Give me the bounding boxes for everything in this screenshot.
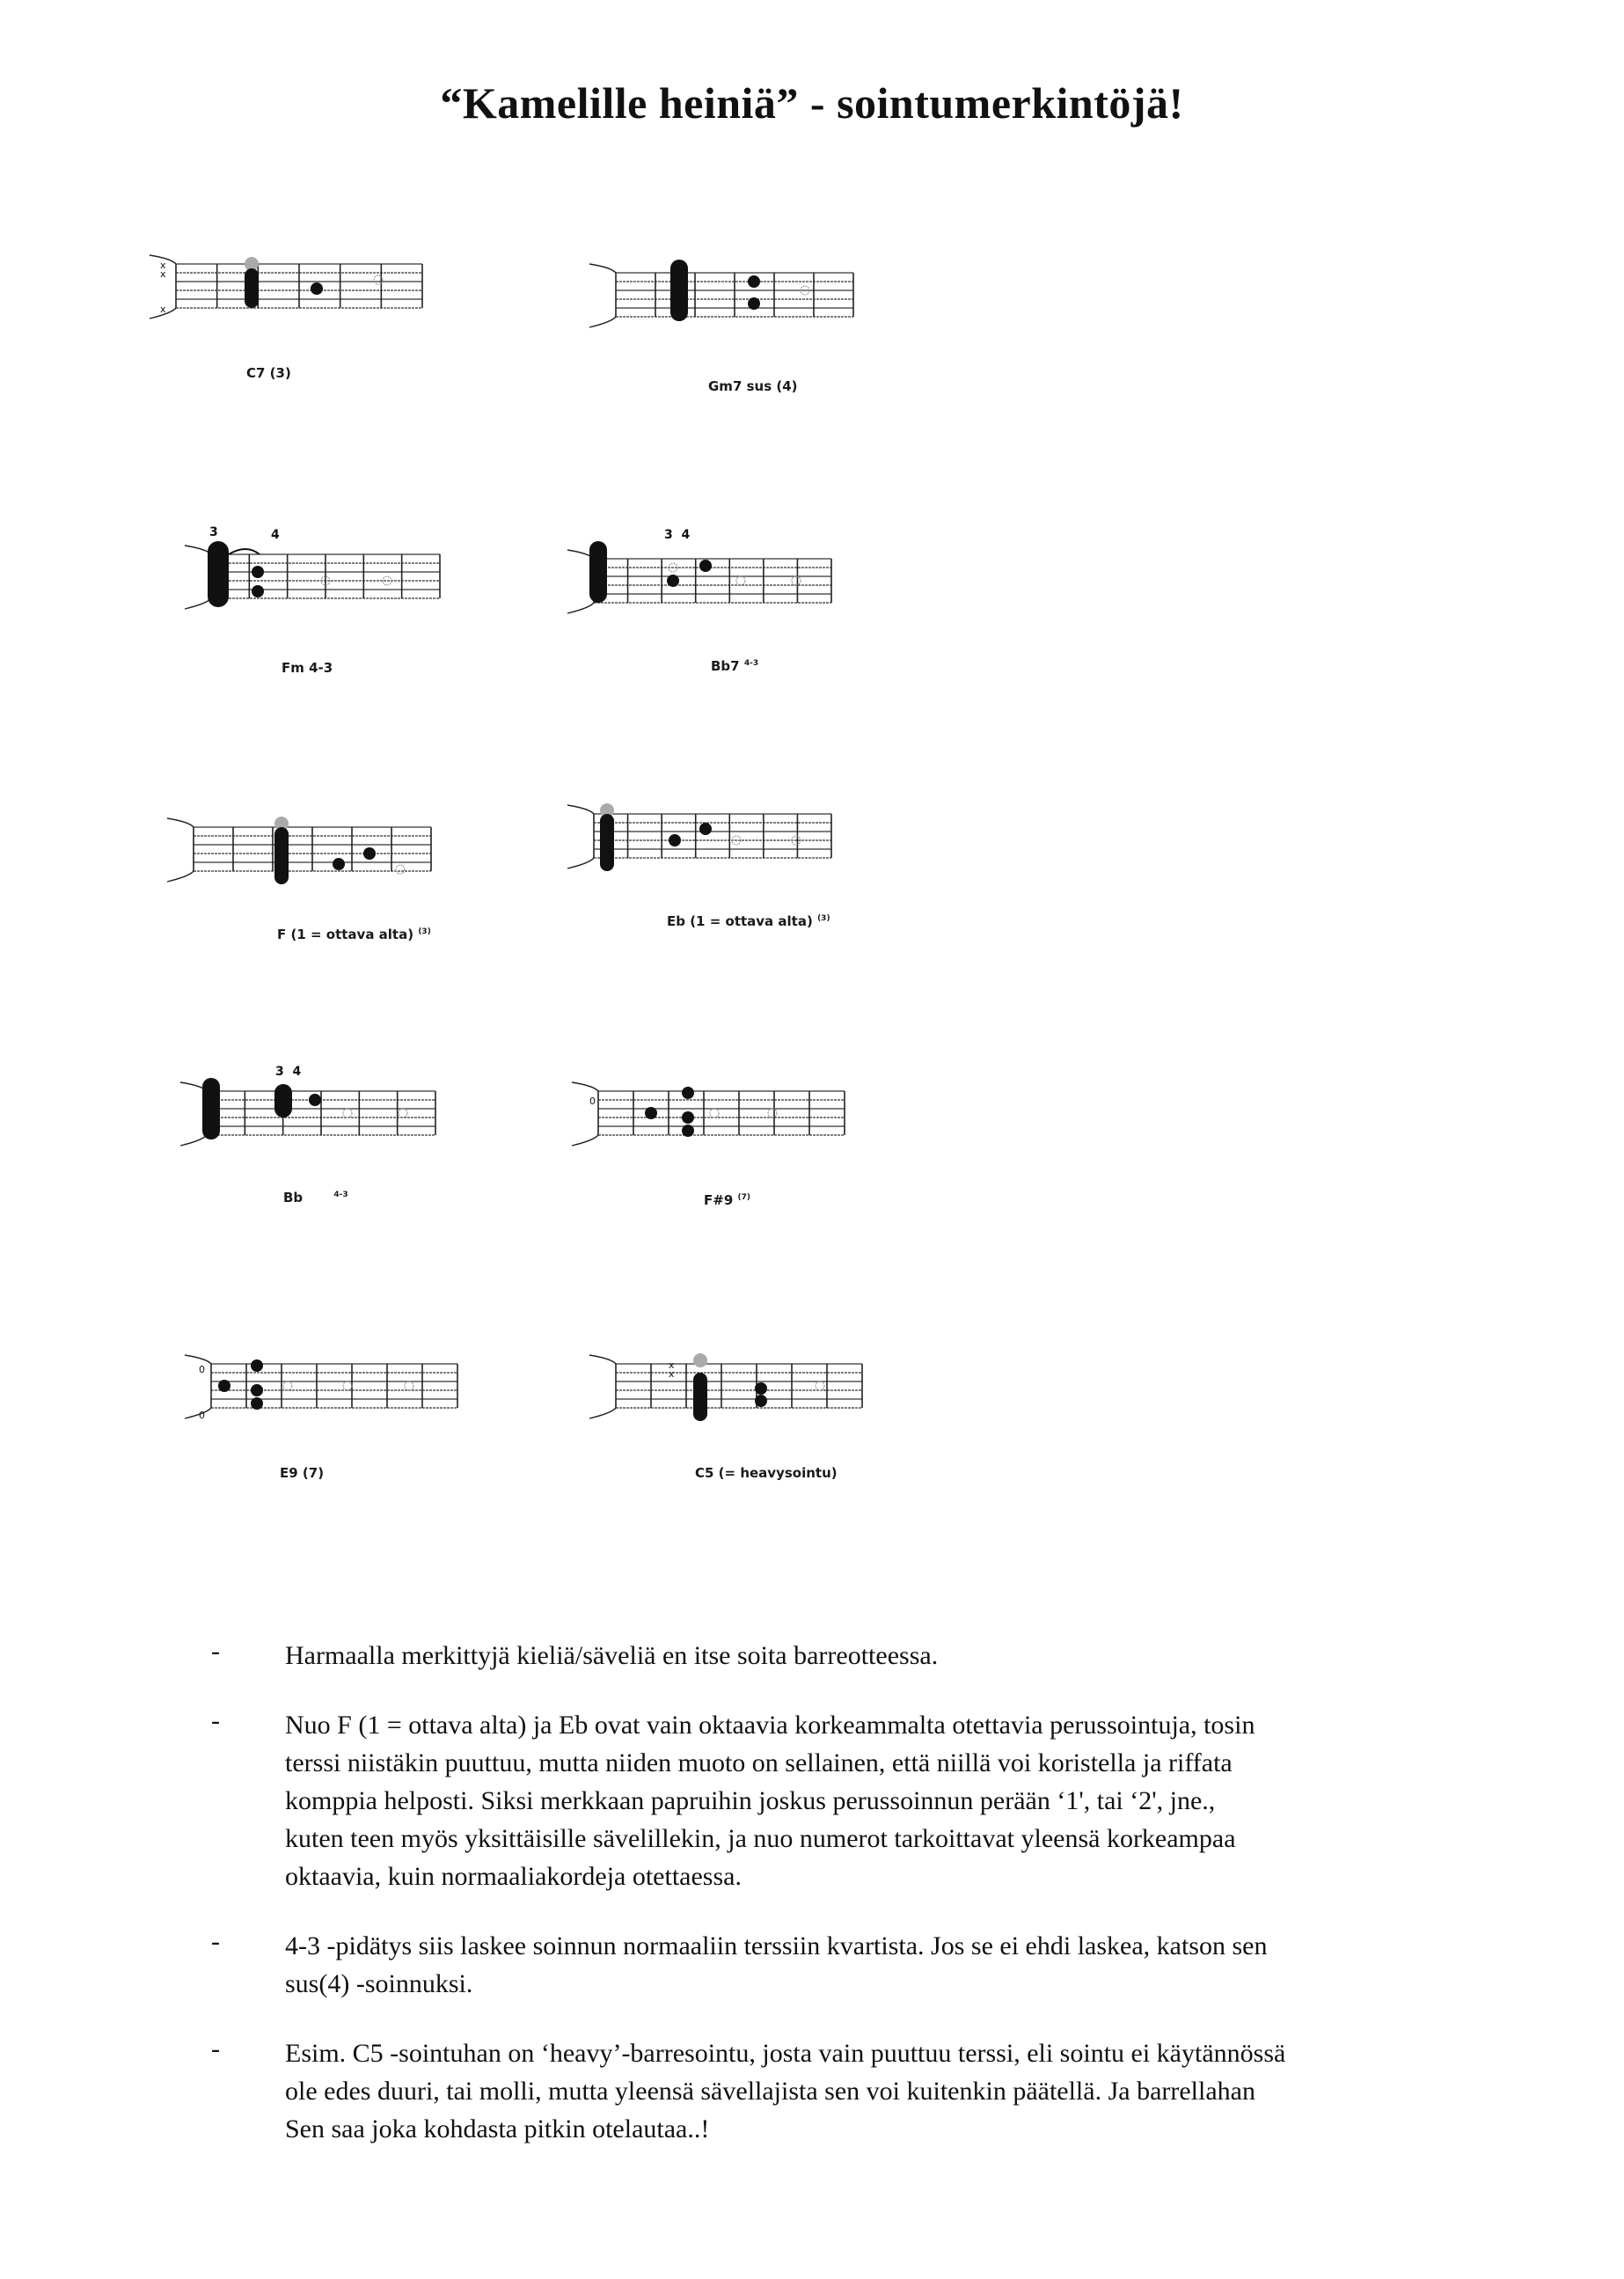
muted-dot [768, 1109, 777, 1118]
chord-label-e9: E9 (7) [280, 1465, 325, 1481]
fretboard-c5 [581, 1342, 871, 1456]
barre-bar [274, 1084, 292, 1118]
nut-curve [567, 805, 594, 814]
note-bullet: - [211, 1706, 220, 1735]
finger-dot [252, 566, 264, 578]
muted-dot [816, 1381, 824, 1390]
chord-label-f1: F (1 = ottava alta) $^{(3)}$ [277, 927, 431, 942]
finger-numbers-bb: 3 4 [275, 1065, 302, 1079]
fretboard-c7 [141, 246, 431, 361]
barre-bar [600, 814, 614, 871]
nut-curve [180, 1135, 207, 1146]
finger-dot [682, 1125, 694, 1137]
nut-curve [185, 1355, 211, 1364]
finger-dot [682, 1111, 694, 1124]
open-string-mark: 0 [199, 1410, 205, 1421]
finger-number-4: 4 [271, 528, 280, 542]
finger-dot [252, 585, 264, 597]
muted-dot [399, 1109, 407, 1118]
muted-dot [343, 1381, 352, 1390]
finger-dot [748, 297, 760, 310]
finger-number-3: 3 [209, 525, 218, 539]
barre-bar [208, 541, 229, 607]
barre-bar [693, 1373, 707, 1421]
barre-bar [245, 268, 259, 308]
chord-c7 [141, 246, 431, 381]
nut-curve [167, 871, 194, 882]
barre-bar [670, 260, 688, 321]
nut-curve [167, 818, 194, 827]
chord-e9 [185, 1342, 475, 1481]
barre-bar [202, 1078, 220, 1140]
open-string-mark: 0 [199, 1364, 205, 1375]
note-text: Esim. C5 -sointuhan on ‘heavy’-barresointu, josta vain puuttuu terssi, eli sointu ei käytännössä ole edes duuri, tai molli, mutta yleensä sävellajista sen voi kuitenkin päätellä. Ja barrellahan Sen saa joka kohdasta pitkin otelautaa..! [285, 2039, 1286, 2143]
finger-dot [251, 1384, 263, 1396]
chord-fs9 [572, 1069, 862, 1208]
open-string-mark: x [669, 1359, 675, 1371]
muted-dot [710, 1109, 719, 1118]
fretboard-gm7sus [572, 246, 862, 361]
muted-dot [792, 576, 801, 585]
note-item [211, 1706, 1548, 1895]
muted-dot [405, 1381, 413, 1390]
chord-label-c7: C7 (3) [246, 365, 291, 381]
fretboard-bb743 [554, 528, 845, 642]
finger-dot [218, 1380, 230, 1392]
finger-dot [251, 1397, 263, 1410]
finger-dot [699, 823, 712, 835]
finger-dot [645, 1107, 657, 1119]
fretboard-fm43 [167, 528, 457, 642]
finger-dot [309, 1094, 321, 1106]
notes-list [211, 1637, 1548, 2180]
note-bullet: - [211, 1927, 220, 1956]
slide-arrow [229, 549, 260, 554]
open-string-mark: x [160, 304, 166, 315]
finger-dot [333, 858, 345, 870]
note-item [211, 1637, 1548, 1674]
nut-curve [589, 1355, 616, 1364]
nut-curve [185, 598, 211, 609]
note-text: Nuo F (1 = ottava alta) ja Eb ovat vain oktaavia korkeammalta otettavia perussointuja, tosin terssi niistäkin puuttuu, mutta niiden muoto on sellainen, että niillä voi koristella ja riffata komppia helposti. Siksi merkkaan papruihin joskus perussoinnun perään ‘1', tai ‘2', jne., kuten teen myös yksittäisille sävelillekin, ja nuo numerot tarkoittavat yleensä korkeampaa oktaavia, kuin normaaliakordeja otettaessa. [285, 1711, 1255, 1891]
page-title: “Kamelille heiniä” - sointumerkintöjä! [440, 78, 1184, 128]
chord-label-bb743: Bb7 $^{4-3}$ [711, 658, 759, 674]
finger-dot [748, 275, 760, 288]
chord-c5 [581, 1342, 871, 1481]
chord-fm43 [167, 525, 457, 676]
muted-barre-cap [693, 1353, 707, 1367]
chord-label-fm43: Fm 4-3 [282, 660, 333, 676]
nut-curve [589, 1408, 616, 1418]
chord-gm7sus [572, 246, 862, 394]
fretboard-fs9 [572, 1069, 862, 1183]
chord-label-eb1: Eb (1 = ottava alta) $^{(3)}$ [667, 913, 830, 929]
nut-curve [589, 317, 616, 327]
chord-label-fs9: F#9 $^{(7)}$ [704, 1192, 750, 1208]
chord-label-c5: C5 (= heavysointu) [695, 1465, 838, 1481]
finger-dot [251, 1359, 263, 1372]
finger-dot [363, 847, 376, 860]
note-item [211, 1927, 1548, 2003]
open-string-mark: x [669, 1368, 675, 1380]
finger-dot [667, 575, 679, 587]
fretboard-eb1 [572, 792, 862, 906]
note-bullet: - [211, 2034, 220, 2063]
finger-dot [669, 834, 681, 846]
chord-f1 [167, 805, 457, 942]
fretboard-f1 [167, 805, 457, 920]
chord-label-bb43: Bb $^{4-3}$ [283, 1190, 348, 1205]
chord-eb1 [572, 792, 862, 929]
finger-dot [311, 282, 323, 295]
barre-bar [274, 827, 289, 884]
note-text: Harmaalla merkittyjä kieliä/säveliä en itse soita barreotteessa. [285, 1641, 939, 1670]
fretboard-e9 [185, 1342, 475, 1456]
muted-dot [396, 865, 405, 874]
muted-dot [736, 576, 745, 585]
chord-bb743 [554, 528, 845, 674]
nut-curve [572, 1082, 598, 1091]
open-string-mark: x [160, 260, 166, 271]
finger-dot [755, 1382, 767, 1395]
open-string-mark: x [160, 268, 166, 280]
finger-dot [699, 560, 712, 572]
fretboard-bb43 [167, 1065, 457, 1179]
chord-label-gm7sus: Gm7 sus (4) [708, 378, 798, 394]
finger-dot [682, 1087, 694, 1099]
nut-curve [185, 1408, 211, 1418]
nut-curve [567, 603, 594, 613]
finger-dot [755, 1395, 767, 1407]
open-string-mark: 0 [589, 1096, 596, 1107]
nut-curve [567, 858, 594, 868]
note-item [211, 2034, 1548, 2148]
note-bullet: - [211, 1637, 220, 1666]
nut-curve [589, 264, 616, 273]
chord-bb43 [167, 1065, 457, 1205]
muted-dot [283, 1381, 292, 1390]
nut-curve [572, 1135, 598, 1146]
nut-curve [185, 546, 211, 554]
muted-dot [343, 1109, 352, 1118]
barre-bar [589, 541, 607, 603]
note-text: 4-3 -pidätys siis laskee soinnun normaaliin terssiin kvartista. Jos se ei ehdi laskea, katson sen sus(4) -soinnuksi. [285, 1931, 1268, 1998]
finger-numbers-bb7: 3 4 [664, 528, 691, 542]
